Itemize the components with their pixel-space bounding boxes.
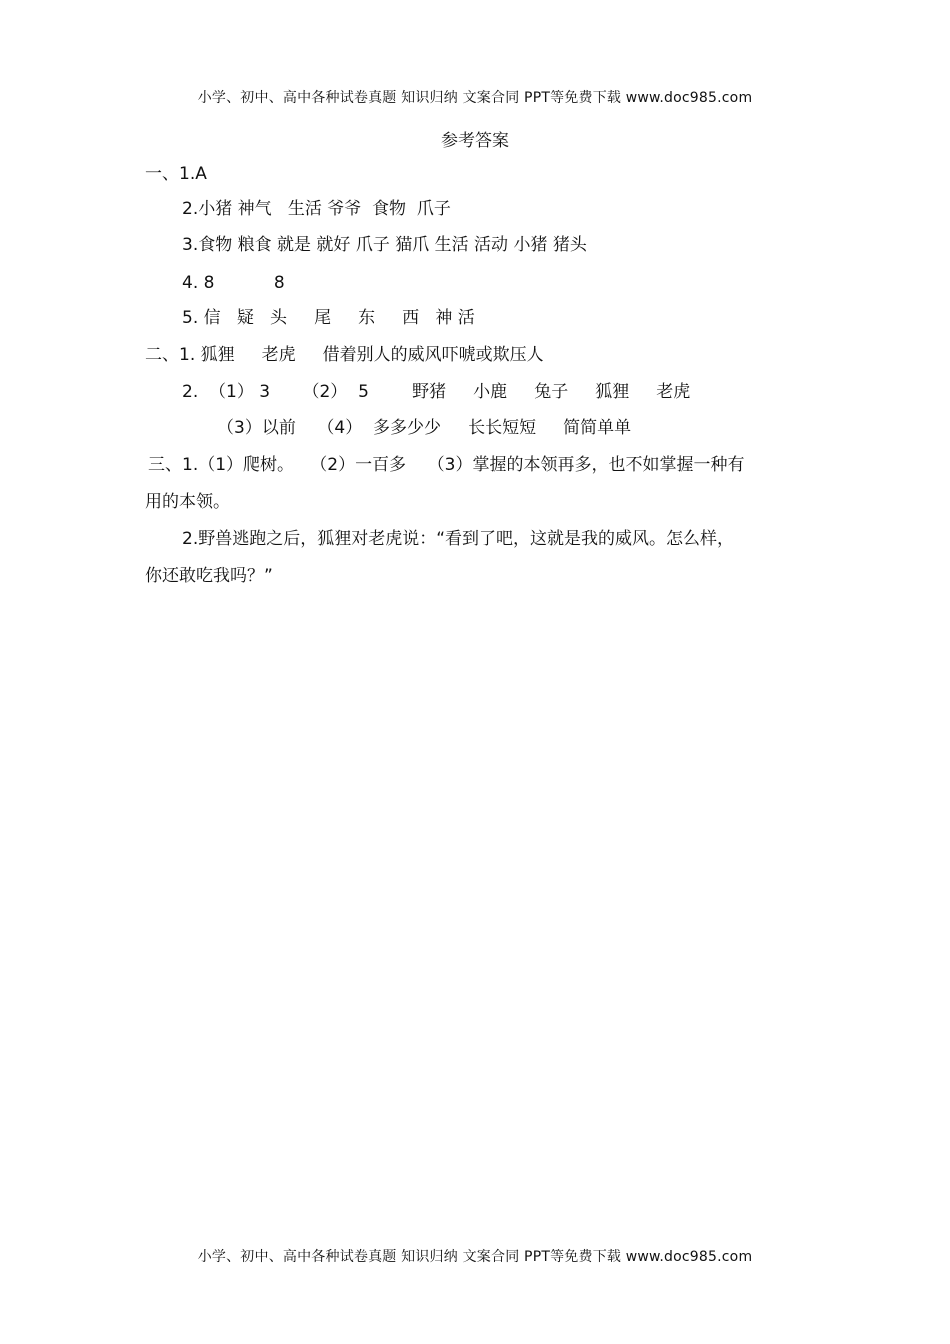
answer-section3-q2-line2: 你还敢吃我吗？” [145, 566, 273, 586]
answer-section3-q1-line2: 用的本领。 [145, 492, 230, 512]
header-banner: 小学、初中、高中各种试卷真题 知识归纳 文案合同 PPT等免费下载 www.doc985.com [197, 90, 753, 106]
answer-section3-q1-line1: 三、1.（1）爬树。 （2）一百多 （3）掌握的本领再多，也不如掌握一种有 [148, 455, 745, 475]
answer-section1-q4: 4. 8 8 [182, 273, 285, 293]
answer-section3-q2-line1: 2.野兽逃跑之后，狐狸对老虎说：“看到了吧，这就是我的威风。怎么样， [182, 529, 735, 549]
answer-section1-q2: 2.小猪 神气 生活 爷爷 食物 爪子 [182, 199, 451, 219]
answer-section2-q2-line2: （3）以前 （4） 多多少少 长长短短 简简单单 [217, 418, 632, 438]
footer-banner: 小学、初中、高中各种试卷真题 知识归纳 文案合同 PPT等免费下载 www.doc985.com [197, 1249, 753, 1265]
answer-section2-q1: 二、1. 狐狸 老虎 借着别人的威风吓唬或欺压人 [145, 345, 544, 365]
answer-section1-q5: 5. 信 疑 头 尾 东 西 神 活 [182, 308, 475, 328]
answer-section1-q1: 一、1.A [145, 164, 207, 184]
answer-section2-q2-line1: 2. （1） 3 （2） 5 野猪 小鹿 兔子 狐狸 老虎 [182, 382, 691, 402]
page-title: 参考答案 [441, 131, 509, 151]
answer-section1-q3: 3.食物 粮食 就是 就好 爪子 猫爪 生活 活动 小猪 猪头 [182, 235, 587, 255]
